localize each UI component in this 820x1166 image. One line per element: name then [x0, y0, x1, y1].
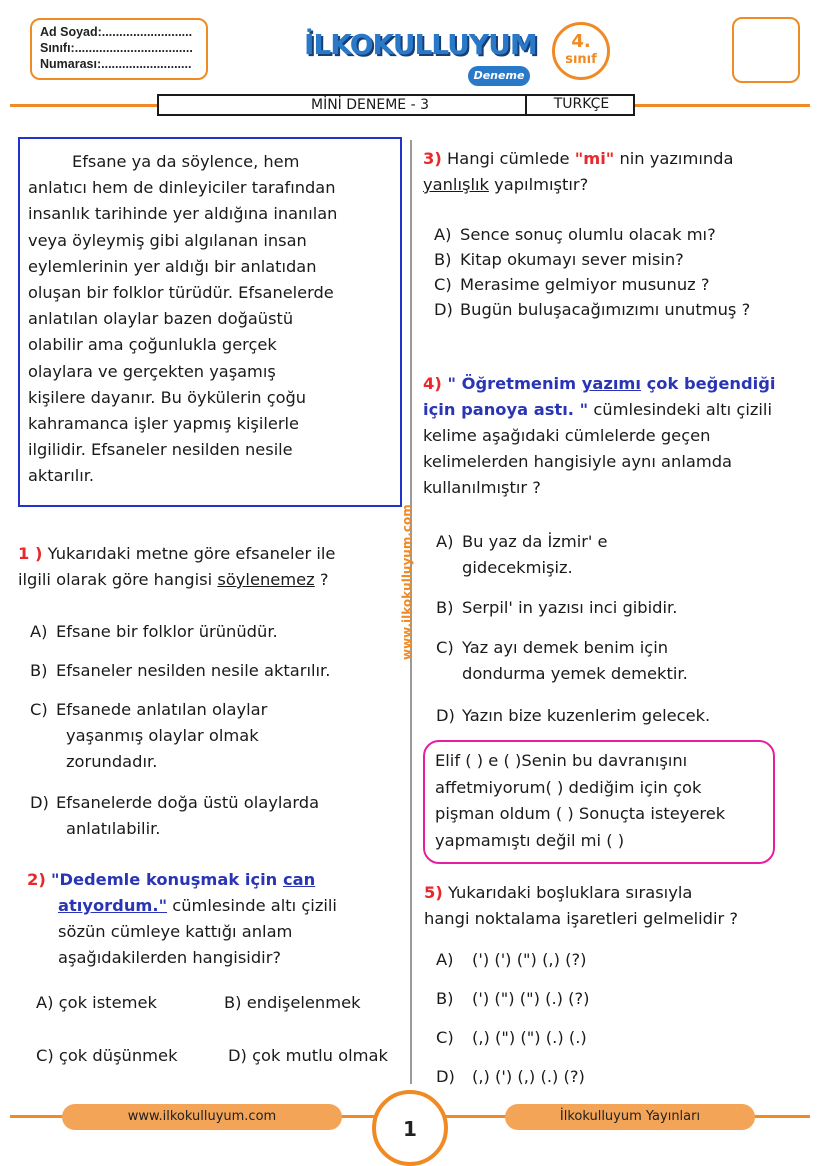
- question-2-text: aşağıdakilerden hangisidir?: [58, 948, 282, 967]
- box-line: affetmiyorum( ) dediğim için çok: [435, 777, 702, 797]
- side-website-text: www.ilkokulluyum.com: [400, 504, 414, 660]
- box-line: yapmamıştı değil mi ( ): [435, 830, 625, 850]
- option-letter: C): [436, 638, 454, 657]
- option-letter: C): [30, 700, 48, 719]
- reading-passage: [18, 137, 402, 507]
- option-text: (,) (') (,) (.) (?): [472, 1067, 585, 1086]
- question-4-text: kelimelerden hangisiyle aynı anlamda: [423, 452, 733, 471]
- option-text: Bu yaz da İzmir' e: [462, 532, 608, 551]
- question-1-option-b[interactable]: [30, 658, 330, 684]
- passage-line: aktarılır.: [28, 466, 95, 486]
- question-2-option-c[interactable]: C) çok düşünmek: [36, 1046, 178, 1065]
- question-1-text: Yukarıdaki metne göre efsaneler ile: [47, 544, 336, 563]
- grade-label: sınıf: [565, 52, 597, 67]
- question-3-text: yapılmıştır?: [488, 175, 589, 194]
- subject-label: TÜRKÇE: [553, 96, 610, 112]
- passage-line: kişilere dayanır. Bu öykülerin çoğu: [28, 387, 307, 407]
- option-text: Bugün buluşacağımızımı unutmuş ?: [460, 300, 751, 319]
- option-text: Merasime gelmiyor musunuz ?: [460, 275, 710, 294]
- option-text: (') (') (") (,) (?): [472, 950, 587, 969]
- option-letter: D): [30, 793, 49, 812]
- option-text: Yaz ayı demek benim için: [462, 638, 669, 657]
- option-text: (,) (") (") (.) (.): [472, 1028, 587, 1047]
- question-1-text: ilgili olarak göre hangisi: [18, 570, 218, 589]
- passage-line: ilgilidir. Efsaneler nesilden nesile: [28, 440, 293, 460]
- question-4-option-c[interactable]: [436, 635, 688, 687]
- title-divider: [525, 94, 527, 116]
- passage-line: olabilir ama çoğunlukla gerçek: [28, 335, 277, 355]
- question-4-stem: [423, 371, 811, 501]
- question-2-quote: "Dedemle konuşmak için: [50, 870, 283, 889]
- question-2-option-d[interactable]: D) çok mutlu olmak: [228, 1046, 388, 1065]
- option-letter: A): [436, 532, 454, 551]
- passage-line: eylemlerinin yer aldığı bir anlatıdan: [28, 256, 317, 276]
- question-2-option-a[interactable]: A) çok istemek: [36, 993, 157, 1012]
- question-1-text: ?: [314, 570, 329, 589]
- question-1-number: 1 ): [18, 544, 43, 563]
- question-3-text: nin yazımında: [614, 149, 734, 168]
- question-3-option-a[interactable]: [434, 222, 716, 248]
- passage-line: kahramanca işler yapmış kişilerle: [28, 414, 299, 434]
- option-text: Efsanede anlatılan olaylar: [56, 700, 268, 719]
- question-5-text: hangi noktalama işaretleri gelmelidir ?: [424, 909, 739, 928]
- logo-subtitle: Deneme: [468, 66, 530, 86]
- option-text: zorundadır.: [66, 752, 158, 771]
- question-5-stem: [424, 880, 812, 932]
- option-letter: B): [436, 989, 454, 1008]
- question-4-quote: " Öğretmenim: [441, 374, 582, 393]
- question-4-underlined: yazımı: [581, 374, 641, 393]
- passage-line: anlatılan olaylar bazen doğaüstü: [28, 309, 294, 329]
- option-letter: D): [436, 1067, 455, 1086]
- question-4-option-d[interactable]: [436, 703, 710, 729]
- option-text: dondurma yemek demektir.: [462, 664, 688, 683]
- number-line: Numarası:..........................: [40, 57, 192, 71]
- logo-text: İLKOKULLUYUM: [304, 28, 537, 61]
- student-info-box: [30, 18, 208, 80]
- option-text: Yazın bize kuzenlerim gelecek.: [462, 706, 711, 725]
- grade-badge: [552, 22, 610, 80]
- question-1-option-c[interactable]: [30, 697, 267, 775]
- option-letter: A): [434, 225, 452, 244]
- option-text: gidecekmişiz.: [462, 558, 573, 577]
- option-text: Kitap okumayı sever misin?: [460, 250, 684, 269]
- question-5-option-c[interactable]: [436, 1025, 587, 1051]
- score-box: [732, 17, 800, 83]
- question-2-underlined: atıyordum.": [58, 896, 168, 915]
- question-1-option-a[interactable]: [30, 619, 278, 645]
- question-2-underlined: can: [282, 870, 316, 889]
- question-2-text: cümlesinde altı çizili: [167, 896, 337, 915]
- punctuation-sentence-box: [423, 740, 775, 864]
- question-1-underlined: söylenemez: [217, 570, 315, 589]
- question-2-stem: [27, 867, 407, 971]
- option-text: yaşanmış olaylar olmak: [66, 726, 259, 745]
- exam-title: MİNİ DENEME - 3: [311, 97, 429, 113]
- option-text: Serpil' in yazısı inci gibidir.: [462, 598, 678, 617]
- question-4-number: 4): [423, 374, 442, 393]
- option-letter: B): [434, 250, 452, 269]
- question-5-text: Yukarıdaki boşluklara sırasıyla: [442, 883, 693, 902]
- box-line: pişman oldum ( ) Sonuçta isteyerek: [435, 804, 726, 823]
- question-5-option-b[interactable]: [436, 986, 590, 1012]
- question-4-option-a[interactable]: [436, 529, 608, 581]
- question-3-option-d[interactable]: [434, 297, 750, 323]
- option-letter: A): [436, 950, 454, 969]
- question-3-text: Hangi cümlede: [446, 149, 575, 168]
- logo: [290, 20, 540, 90]
- option-letter: A): [30, 622, 48, 641]
- class-line: Sınıfı:..................................: [40, 41, 193, 55]
- question-1-option-d[interactable]: [30, 790, 319, 842]
- option-letter: B): [30, 661, 48, 680]
- question-4-text: kullanılmıştır ?: [423, 478, 541, 497]
- footer-publisher: İlkokulluyum Yayınları: [505, 1104, 755, 1130]
- passage-line: veya öyleymiş gibi algılanan insan: [28, 230, 307, 250]
- question-4-quote: için panoya astı. ": [423, 400, 589, 419]
- option-text: anlatılabilir.: [66, 819, 161, 838]
- passage-line: insanlık tarihinde yer aldığına inanılan: [28, 204, 338, 224]
- option-letter: D): [434, 300, 453, 319]
- question-4-quote: çok beğendiği: [640, 374, 776, 393]
- footer-website[interactable]: www.ilkokulluyum.com: [62, 1104, 342, 1130]
- name-line: Ad Soyad:..........................: [40, 25, 193, 39]
- passage-line: anlatıcı hem de dinleyiciler tarafından: [28, 178, 336, 198]
- question-5-number: 5): [424, 883, 443, 902]
- question-3-number: 3): [423, 149, 442, 168]
- question-4-text: cümlesindeki altı çizili: [588, 400, 772, 419]
- question-3-underlined: yanlışlık: [423, 175, 489, 194]
- question-4-text: kelime aşağıdaki cümlelerde geçen: [423, 426, 711, 445]
- box-line: Elif ( ) e ( )Senin bu davranışını: [435, 751, 688, 770]
- question-1-stem: [18, 541, 406, 593]
- question-5-option-a[interactable]: [436, 947, 586, 973]
- option-text: Efsaneler nesilden nesile aktarılır.: [56, 661, 331, 680]
- option-letter: B): [436, 598, 454, 617]
- question-2-text: sözün cümleye kattığı anlam: [58, 922, 293, 941]
- option-letter: D): [436, 706, 455, 725]
- passage-line: olaylara ve gerçekten yaşamış: [28, 361, 276, 381]
- question-3-option-b[interactable]: [434, 247, 684, 273]
- grade-number: 4.: [571, 31, 591, 52]
- option-letter: C): [434, 275, 452, 294]
- question-4-option-b[interactable]: [436, 595, 677, 621]
- question-3-option-c[interactable]: [434, 272, 710, 298]
- question-5-option-d[interactable]: [436, 1064, 585, 1090]
- option-letter: C): [436, 1028, 454, 1047]
- option-text: Sence sonuç olumlu olacak mı?: [460, 225, 716, 244]
- page-number: 1: [372, 1090, 448, 1166]
- option-text: Efsanelerde doğa üstü olaylarda: [56, 793, 320, 812]
- option-text: Efsane bir folklor ürünüdür.: [56, 622, 278, 641]
- question-3-stem: [423, 146, 808, 198]
- question-2-option-b[interactable]: B) endişelenmek: [224, 993, 361, 1012]
- option-text: (') (") (") (.) (?): [472, 989, 590, 1008]
- question-3-keyword: "mi": [574, 149, 615, 168]
- question-2-number: 2): [27, 870, 46, 889]
- passage-line: oluşan bir folklor türüdür. Efsanelerde: [28, 283, 334, 303]
- passage-line: Efsane ya da söylence, hem: [72, 152, 300, 171]
